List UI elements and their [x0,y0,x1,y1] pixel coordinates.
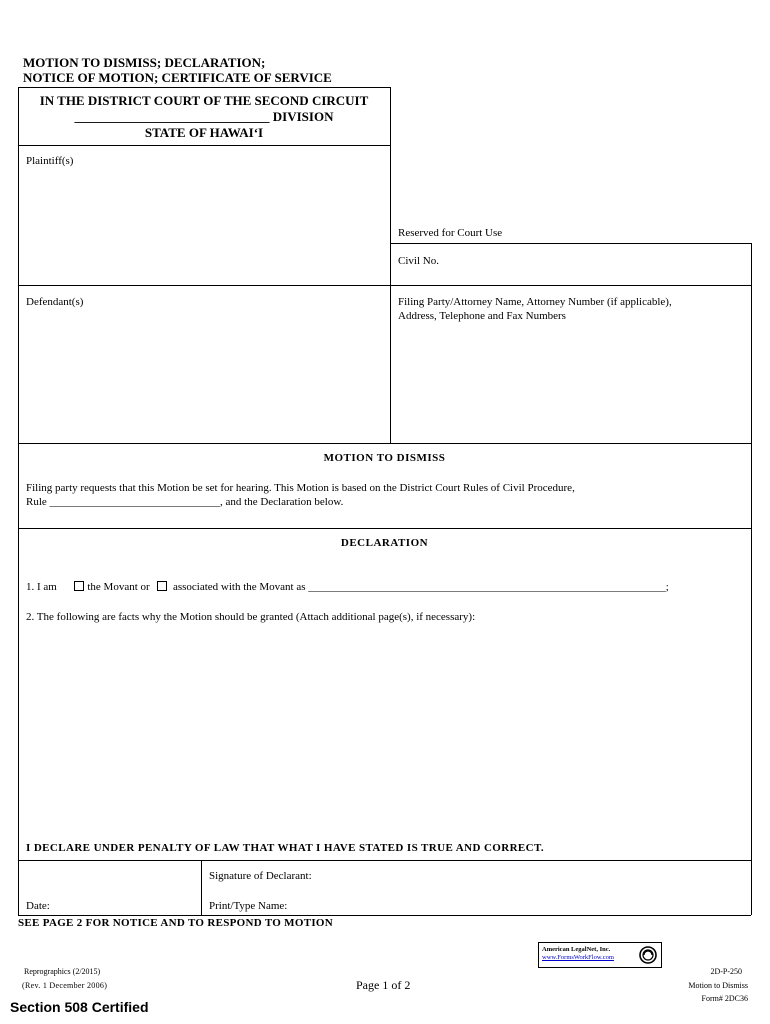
form-title-line1: MOTION TO DISMISS; DECLARATION; [23,55,266,70]
movant-checkbox[interactable] [74,581,84,591]
form-number: Form# 2DC36 [701,994,748,1003]
court-header-divider [18,145,390,146]
defendant-field[interactable] [19,312,389,440]
motion-section-top-line [18,443,751,444]
signature-field[interactable] [320,865,748,887]
form-title [23,55,332,85]
legalnet-globe-icon [639,946,657,964]
print-name-field[interactable] [300,894,748,914]
associated-checkbox[interactable] [157,581,167,591]
form-name: Motion to Dismiss [688,981,748,990]
motion-heading: MOTION TO DISMISS [323,452,446,464]
penalty-statement: I DECLARE UNDER PENALTY OF LAW THAT WHAT I HAVE STATED IS TRUE AND CORRECT. [26,842,545,854]
reprographics-note: Reprographics (2/2015) [24,967,101,976]
logo-website-link[interactable]: www.FormsWorkFlow.com [542,954,614,961]
civil-no-field[interactable] [450,248,748,282]
plaintiff-defendant-divider [18,285,751,286]
plaintiff-label: Plaintiff(s) [26,155,74,167]
filing-party-field[interactable] [392,328,748,440]
state-name: STATE OF HAWAI‘I [144,125,264,140]
form-title-line2: NOTICE OF MOTION; CERTIFICATE OF SERVICE [23,70,332,85]
rule-number-field[interactable]: _______________________________ [49,496,221,508]
motion-text-line2 [26,495,746,509]
division-blank[interactable]: ______________________________ [74,109,270,124]
plaintiff-field[interactable] [19,170,389,282]
page-number: Page 1 of 2 [356,978,411,992]
rule-suffix: , and the Declaration below. [220,496,344,508]
declaration-item2: 2. The following are facts why the Motion should be granted (Attach additional page(s), if necessary): [26,611,476,623]
signature-row-divider [201,860,202,915]
facts-field[interactable] [19,628,749,836]
reserved-court-use-label: Reserved for Court Use [398,227,503,239]
frame-right [751,243,752,915]
declaration-item1 [26,580,748,594]
frame-mid-vertical [390,87,391,443]
associated-option-label: associated with the Movant as [172,581,306,593]
signature-label: Signature of Declarant: [209,870,312,882]
date-label: Date: [26,900,50,912]
division-label: DIVISION [272,109,334,124]
filing-party-label-line1: Filing Party/Attorney Name, Attorney Number (if applicable), [398,296,672,308]
logo-company-name: American LegalNet, Inc. [542,946,611,953]
court-header [18,93,390,141]
relationship-field[interactable]: _________________________________________________________________ [308,581,666,593]
court-name: IN THE DISTRICT COURT OF THE SECOND CIRCUIT [39,93,369,108]
section-508-label: Section 508 Certified [10,999,149,1015]
american-legalnet-logo [538,942,662,968]
print-name-label: Print/Type Name: [209,900,288,912]
declaration-heading: DECLARATION [340,537,429,549]
declaration-section-top-line [18,528,751,529]
frame-top-left [18,87,390,88]
form-code: 2D-P-250 [710,967,742,976]
rule-prefix: Rule [26,496,47,508]
filing-party-label-line2: Address, Telephone and Fax Numbers [398,310,566,322]
motion-text-line1: Filing party requests that this Motion be set for hearing. This Motion is based on the District Court Rules of Civil Procedure, [26,482,575,494]
movant-option-label: the Movant or [87,581,150,593]
signature-row-top-line [18,860,751,861]
item1-prefix: 1. I am [26,581,57,593]
date-field[interactable] [58,894,198,914]
civil-no-label: Civil No. [398,255,439,267]
defendant-label: Defendant(s) [26,296,84,308]
item1-end: ; [665,581,669,593]
motion-text [26,481,746,509]
page2-notice: SEE PAGE 2 FOR NOTICE AND TO RESPOND TO MOTION [18,917,334,929]
civil-no-top-line [390,243,751,244]
division-line [18,109,390,125]
revision-note: (Rev. 1 December 2006) [22,981,108,990]
filing-party-label [398,295,672,323]
frame-bottom [18,915,751,916]
